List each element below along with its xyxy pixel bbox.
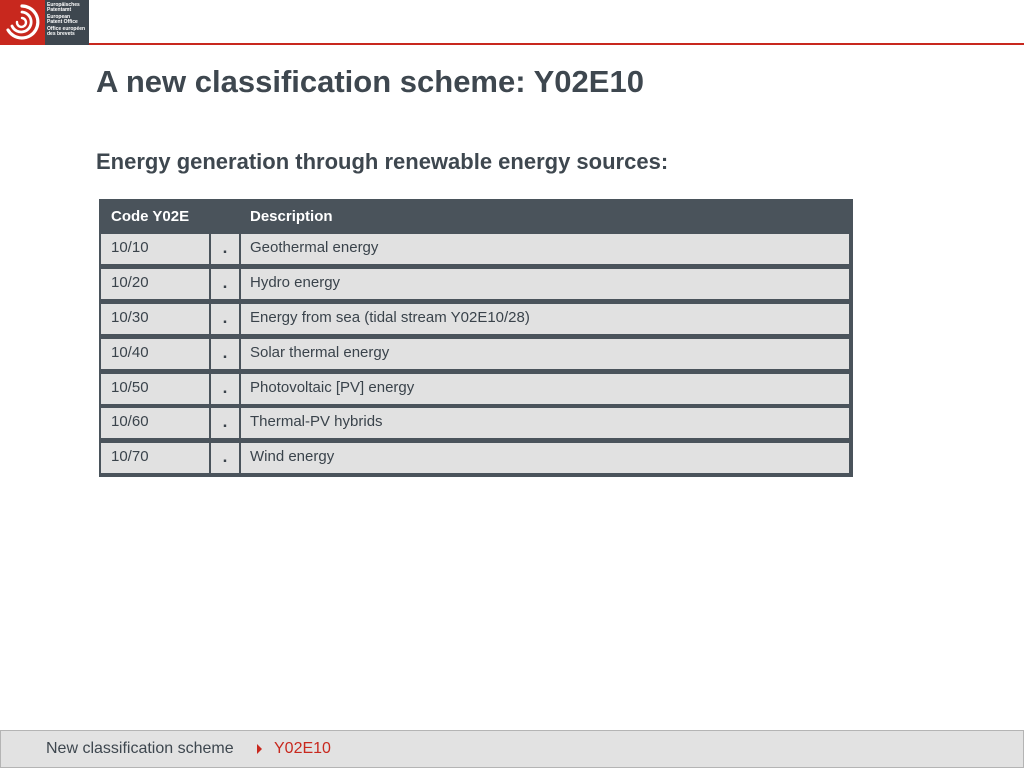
logo-line: Patent Office: [47, 19, 78, 25]
logo-line: Patentamt: [47, 7, 72, 13]
code-cell: 10/10: [101, 234, 209, 264]
logo-line: Europäisches: [47, 2, 80, 8]
code-cell: 10/60: [101, 408, 209, 438]
description-cell: Energy from sea (tidal stream Y02E10/28): [241, 304, 849, 334]
table-row: [101, 374, 851, 404]
table-row: [101, 304, 851, 334]
level-dot-cell: .: [211, 269, 239, 299]
level-dot-cell: .: [211, 408, 239, 438]
footer-bar: [0, 730, 1024, 768]
breadcrumb-arrow-icon: [257, 744, 262, 754]
column-header-description: Description: [250, 208, 333, 225]
description-cell: Wind energy: [241, 443, 849, 473]
description-cell: Solar thermal energy: [241, 339, 849, 369]
column-header-code: Code Y02E: [111, 208, 190, 225]
level-dot-cell: .: [211, 304, 239, 334]
epo-logo: [0, 0, 89, 45]
epo-logo-text: [47, 3, 89, 37]
logo-line: Office européen: [47, 26, 86, 32]
code-cell: 10/40: [101, 339, 209, 369]
level-dot-cell: .: [211, 443, 239, 473]
breadcrumb-section: New classification scheme: [46, 740, 234, 757]
level-dot-cell: .: [211, 374, 239, 404]
code-cell: 10/70: [101, 443, 209, 473]
description-cell: Hydro energy: [241, 269, 849, 299]
header-divider: [89, 43, 1024, 45]
table-row: [101, 339, 851, 369]
description-cell: Photovoltaic [PV] energy: [241, 374, 849, 404]
code-cell: 10/50: [101, 374, 209, 404]
classification-table: [99, 199, 853, 477]
table-row: [101, 443, 851, 473]
logo-line: des brevets: [47, 31, 75, 37]
epo-logo-mark-icon: [0, 0, 45, 45]
slide-title: A new classification scheme: Y02E10: [96, 64, 644, 99]
slide-subtitle: Energy generation through renewable energy sources:: [96, 149, 669, 174]
description-cell: Thermal-PV hybrids: [241, 408, 849, 438]
table-row: [101, 408, 851, 438]
table-row: [101, 269, 851, 299]
logo-line: European: [47, 14, 71, 20]
code-cell: 10/20: [101, 269, 209, 299]
breadcrumb-current: Y02E10: [274, 740, 331, 757]
table-row: [101, 234, 851, 264]
code-cell: 10/30: [101, 304, 209, 334]
level-dot-cell: .: [211, 339, 239, 369]
table-header: [99, 199, 853, 233]
description-cell: Geothermal energy: [241, 234, 849, 264]
level-dot-cell: .: [211, 234, 239, 264]
